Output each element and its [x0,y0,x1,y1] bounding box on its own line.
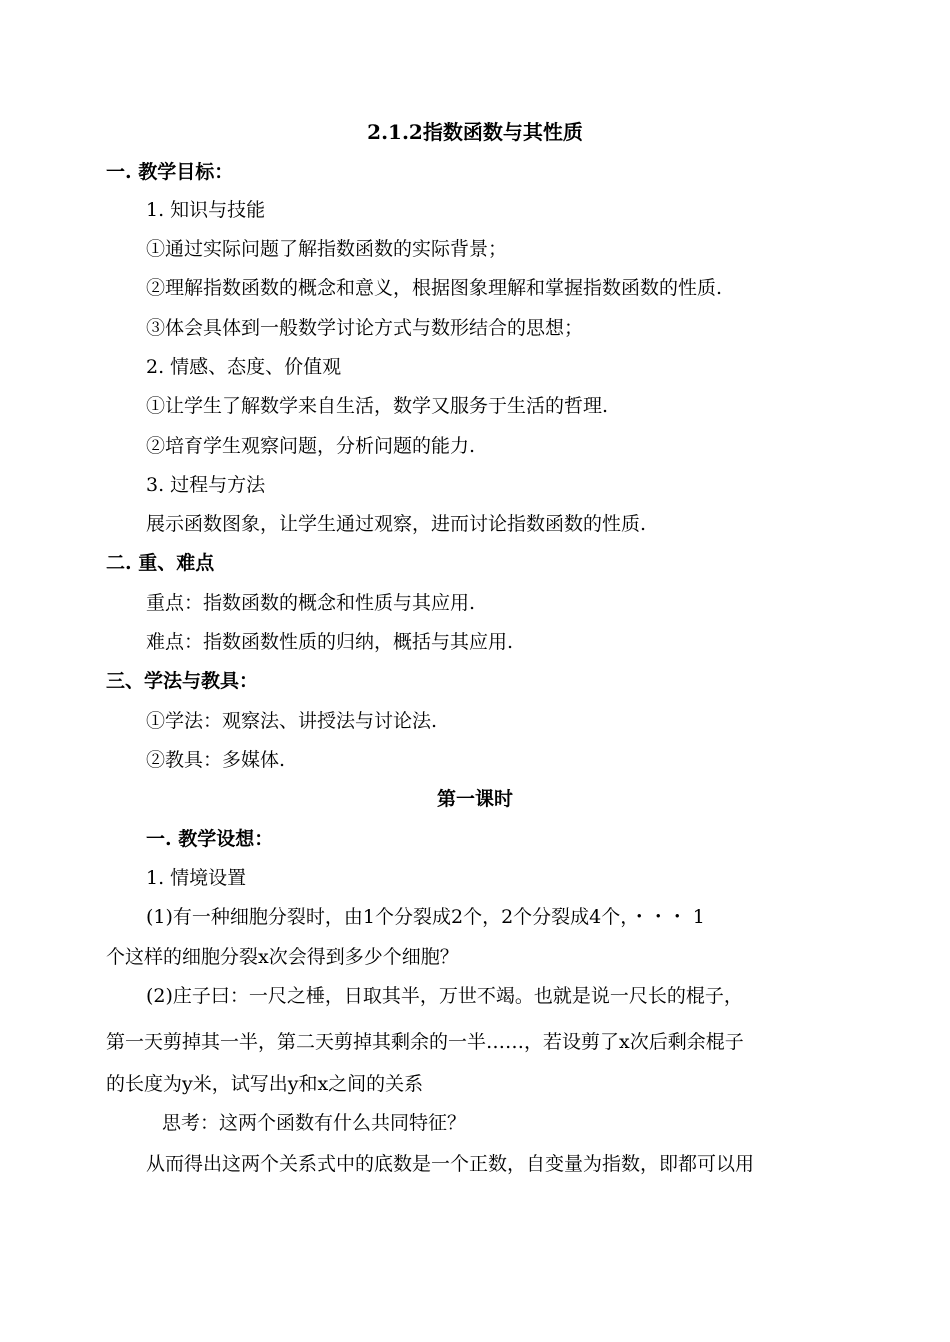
text-line: 思考：这两个函数有什么共同特征？ [162,1112,467,1134]
section-heading-key-points: 二. 重、难点 [106,552,215,574]
text-line: 个这样的细胞分裂x次会得到多少个细胞？ [106,946,459,968]
text-line: ②教具：多媒体. [146,749,286,771]
text-line: ②理解指数函数的概念和意义，根据图象理解和掌握指数函数的性质. [146,277,723,299]
subheading-emotion-values: 2. 情感、态度、价值观 [146,356,342,378]
subheading-process-method: 3. 过程与方法 [146,474,266,496]
section-heading-methods-tools: 三、学法与教具： [106,670,259,692]
subheading-knowledge-skills: 1. 知识与技能 [146,199,266,221]
text-line: 重点：指数函数的概念和性质与其应用. [146,592,476,614]
text-line: 第一天剪掉其一半，第二天剪掉其剩余的一半……，若设剪了x次后剩余棍子 [106,1031,744,1053]
text-line: ①通过实际问题了解指数函数的实际背景； [146,238,508,260]
lesson-heading: 第一课时 [436,788,513,810]
text-line: 从而得出这两个关系式中的底数是一个正数，自变量为指数，即都可以用 [146,1153,755,1175]
document-title: 2.1.2指数函数与其性质 [367,120,583,144]
text-line: 难点：指数函数性质的归纳，概括与其应用. [146,631,514,653]
text-line: ①让学生了解数学来自生活，数学又服务于生活的哲理. [146,395,609,417]
text-line: 展示函数图象，让学生通过观察，进而讨论指数函数的性质. [146,513,647,535]
text-line: ③体会具体到一般数学讨论方式与数形结合的思想； [146,317,584,339]
text-line: (2)庄子曰：一尺之棰，日取其半，万世不竭。也就是说一尺长的棍子， [146,985,743,1007]
text-line: (1)有一种细胞分裂时，由1个分裂成2个，2个分裂成4个，・・・ 1 [146,906,705,928]
lesson-subheading: 一. 教学设想： [146,828,274,850]
text-line: ②培育学生观察问题，分析问题的能力. [146,435,476,457]
text-line: 的长度为y米，试写出y和x之间的关系 [106,1073,424,1095]
text-line: ①学法：观察法、讲授法与讨论法. [146,710,438,732]
section-heading-objectives: 一. 教学目标： [106,161,234,183]
subheading-scenario: 1. 情境设置 [146,867,247,889]
